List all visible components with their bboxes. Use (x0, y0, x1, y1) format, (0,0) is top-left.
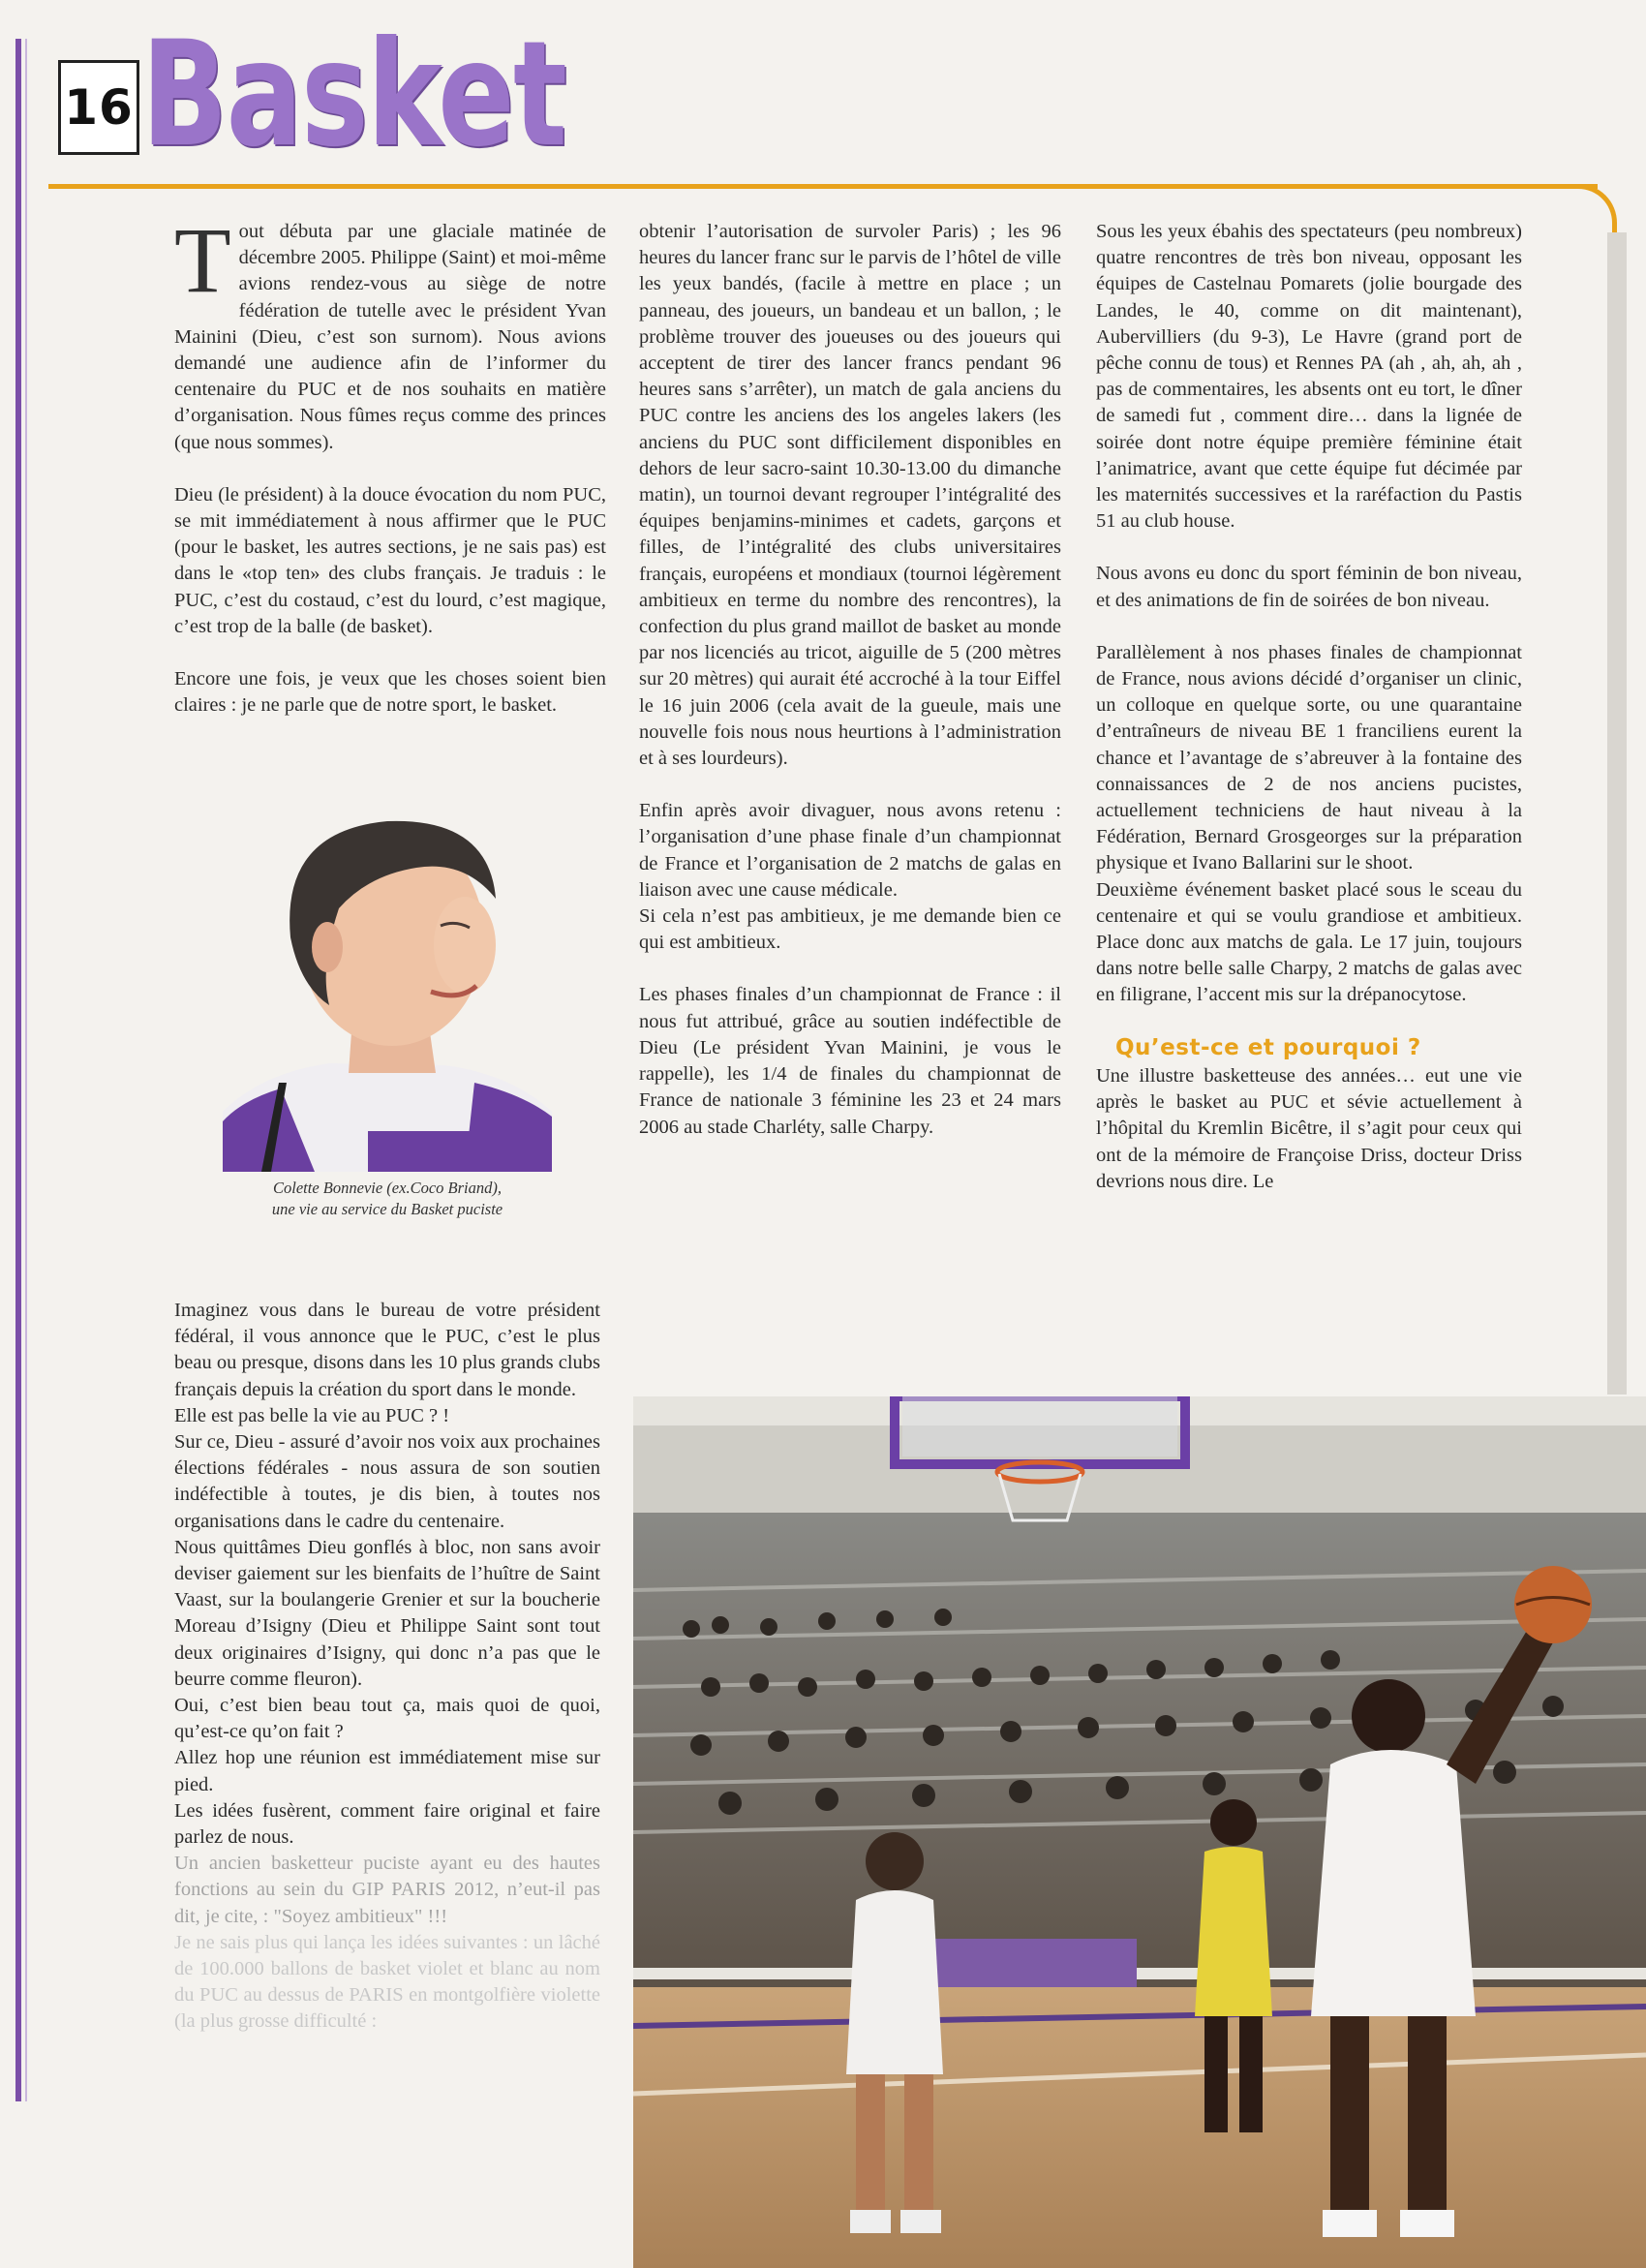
article-column-1-bottom (174, 1298, 600, 2036)
drop-cap: T (174, 208, 231, 312)
photo-caption (184, 1178, 591, 1220)
article-paragraph: Allez hop une réunion est immédiatement mise sur pied. (174, 1747, 600, 1795)
portrait-photo (223, 792, 552, 1172)
left-margin-rule (15, 39, 21, 2101)
article-paragraph: Nous quittâmes Dieu gonflés à bloc, non sans avoir deviser gaiement sur les bienfaits de l’huître de Saint Vaast, sur la boulangerie Grenier et sur la boucherie Moreau d’Isigny (Dieu et Philippe Saint sont tout deux originaires d’Isigny, qui donc n’a pas que le beurre comme fleuron). (174, 1536, 600, 1690)
subheading: Qu’est-ce et pourquoi ? (1115, 1034, 1421, 1060)
paragraph-text: out débuta par une glaciale matinée de décembre 2005. Philippe (Saint) et moi-même avions rendez-vous au siège de notre fédération de tutelle avec le président Yvan Mainini (Dieu, c’est son surnom). Nous avions demandé une audience afin de l’informer du centenaire du PUC et de nos souhaits en matière d’organisation. Nous fûmes reçus comme des princes (que nous sommes). (174, 221, 606, 453)
article-column-3 (1096, 219, 1522, 1195)
article-paragraph: Dieu (le président) à la douce évocation du nom PUC, se mit immédiatement à nous affirmer que le PUC (pour le basket, les autres sections, je ne sais pas) est dans le «top ten» des clubs français. Je traduis : le PUC, c’est du costaud, c’est du lourd, c’est magique, c’est trop de la balle (de basket). (174, 483, 606, 637)
article-paragraph: Enfin après avoir divaguer, nous avons retenu : l’organisation d’une phase finale d’un championnat de France et l’organisation de 2 matchs de galas en liaison avec une cause médicale. (639, 800, 1061, 901)
page-edge-shadow (1607, 232, 1627, 1395)
article-paragraph (174, 208, 606, 456)
article-paragraph: Encore une fois, je veux que les choses soient bien claires : je ne parle que de notre sport, le basket. (174, 668, 606, 717)
caption-line: Colette Bonnevie (ex.Coco Briand), (273, 1179, 502, 1197)
article-column-2 (639, 219, 1061, 1141)
section-title: Basket (141, 11, 566, 179)
article-column-1 (174, 208, 606, 719)
article-paragraph: Si cela n’est pas ambitieux, je me demande bien ce qui est ambitieux. (639, 905, 1061, 954)
article-paragraph: Une illustre basketteuse des années… eut une vie après le basket au PUC et sévie actuellement à l’hôpital du Kremlin Bicêtre, il s’agit pour ceux qui ont de la mémoire de Françoise Driss, docteur Driss devrions nous dire. Le (1096, 1064, 1522, 1192)
article-paragraph: Sur ce, Dieu - assuré d’avoir nos voix aux prochaines élections fédérales - nous assura de son soutien indéfectible à toutes, je dis bien, à toutes nos organisations dans le cadre du centenaire. (174, 1431, 600, 1532)
article-paragraph: Deuxième événement basket placé sous le sceau du centenaire et qui se voulu grandiose et ambitieux. Place donc aux matchs de gala. Le 17 juin, toujours dans notre belle salle Charpy, 2 matchs de galas avec en filigrane, l’accent mis sur la drépanocytose. (1096, 878, 1522, 1006)
article-paragraph: Elle est pas belle la vie au PUC ? ! (174, 1404, 450, 1426)
page-number-box (58, 60, 139, 155)
article-paragraph: Imaginez vous dans le bureau de votre président fédéral, il vous annonce que le PUC, c’est le plus beau ou presque, disons dans les 10 plus grands clubs français depuis la création du sport dans le monde. (174, 1300, 600, 1400)
article-paragraph: Nous avons eu donc du sport féminin de bon niveau, et des animations de fin de soirées de bon niveau. (1096, 563, 1522, 611)
article-paragraph: Parallèlement à nos phases finales de championnat de France, nous avions décidé d’organiser un clinic, un colloque en quelque sorte, ou une quarantaine d’entraîneurs de niveau BE 1 franciliens eurent la chance et l’avantage de s’abreuver à la fontaine des connaissances de 2 de nos anciens pucistes, actuellement techniciens de haut niveau à la Fédération, Bernard Grosgeorges sur la préparation physique et Ivano Ballarini sur le shoot. (1096, 641, 1522, 874)
article-paragraph: Un ancien basketteur puciste ayant eu des hautes fonctions au sein du GIP PARIS 2012, n’eut-il pas dit, je cite, : "Soyez ambitieux" !!! (174, 1853, 600, 1927)
article-paragraph: Les phases finales d’un championnat de France : il nous fut attribué, grâce au soutien indéfectible de Dieu (Le président Yvan Mainini, je vous le rappelle), les 1/4 de finales du championnat de France de nationale 3 féminine les 23 et 24 mars 2006 au stade Charléty, salle Charpy. (639, 984, 1061, 1138)
article-paragraph: Les idées fusèrent, comment faire original et faire parlez de nous. (174, 1799, 600, 1849)
basketball-game-photo (633, 1396, 1646, 2268)
article-paragraph: Oui, c’est bien beau tout ça, mais quoi de quoi, qu’est-ce qu’on fait ? (174, 1695, 600, 1743)
left-margin-rule-thin (25, 39, 27, 2101)
caption-line: une vie au service du Basket puciste (271, 1200, 503, 1218)
article-paragraph: Je ne sais plus qui lança les idées suivantes : un lâché de 100.000 ballons de basket violet et blanc au nom du PUC au dessus de PARIS en montgolfière violette (la plus grosse difficulté : (174, 1931, 600, 2033)
page-number: 16 (64, 79, 134, 136)
header-rule (48, 184, 1598, 189)
article-paragraph: Sous les yeux ébahis des spectateurs (peu nombreux) quatre rencontres de très bon niveau, opposant les équipes de Castelnau Pomarets (jolie bourgade des Landes, le 40, comme on dit maintenant), Aubervilliers (du 9-3), Le Havre (grand port de pêche connu de tous) et Rennes PA (ah , ah, ah, ah , pas de commentaires, les absents ont eu tort, le dîner de samedi fut , comment dire… dans la lignée de soirée dont notre équipe première féminine était l’animatrice, avant que cette équipe fut décimée par les maternités successives et la raréfaction du Pastis 51 au club house. (1096, 221, 1522, 533)
article-paragraph: obtenir l’autorisation de survoler Paris) ; les 96 heures du lancer franc sur le parvis de l’hôtel de ville les yeux bandés, (facile à mettre en place ; un panneau, des joueurs, un bandeau et un ballon, ; le problème trouver des joueuses ou des joueurs qui acceptent de tirer des lancer francs pendant 96 heures sans s’arrêter), un match de gala anciens du PUC contre les anciens des los angeles lakers (les anciens du PUC sont difficilement disponibles en dehors de leur sacro-saint 10.30-13.00 du dimanche matin), un tournoi devant regrouper l’intégralité des équipes benjamins-minimes et cadets, garçons et filles, de l’intégralité des clubs universitaires français, européens et mondiaux (tournoi légèrement ambitieux en terme du nombre des rencontres), la confection du plus grand maillot de basket au monde par nos licenciés au tricot, aiguille de 5 (200 mètres sur 20 mètres) qui aurait été accroché à la tour Eiffel le 16 juin 2006 (cela avait de la gueule, mais une nouvelle fois nous nous heurtions à l’administration et à ses lourdeurs). (639, 221, 1062, 770)
